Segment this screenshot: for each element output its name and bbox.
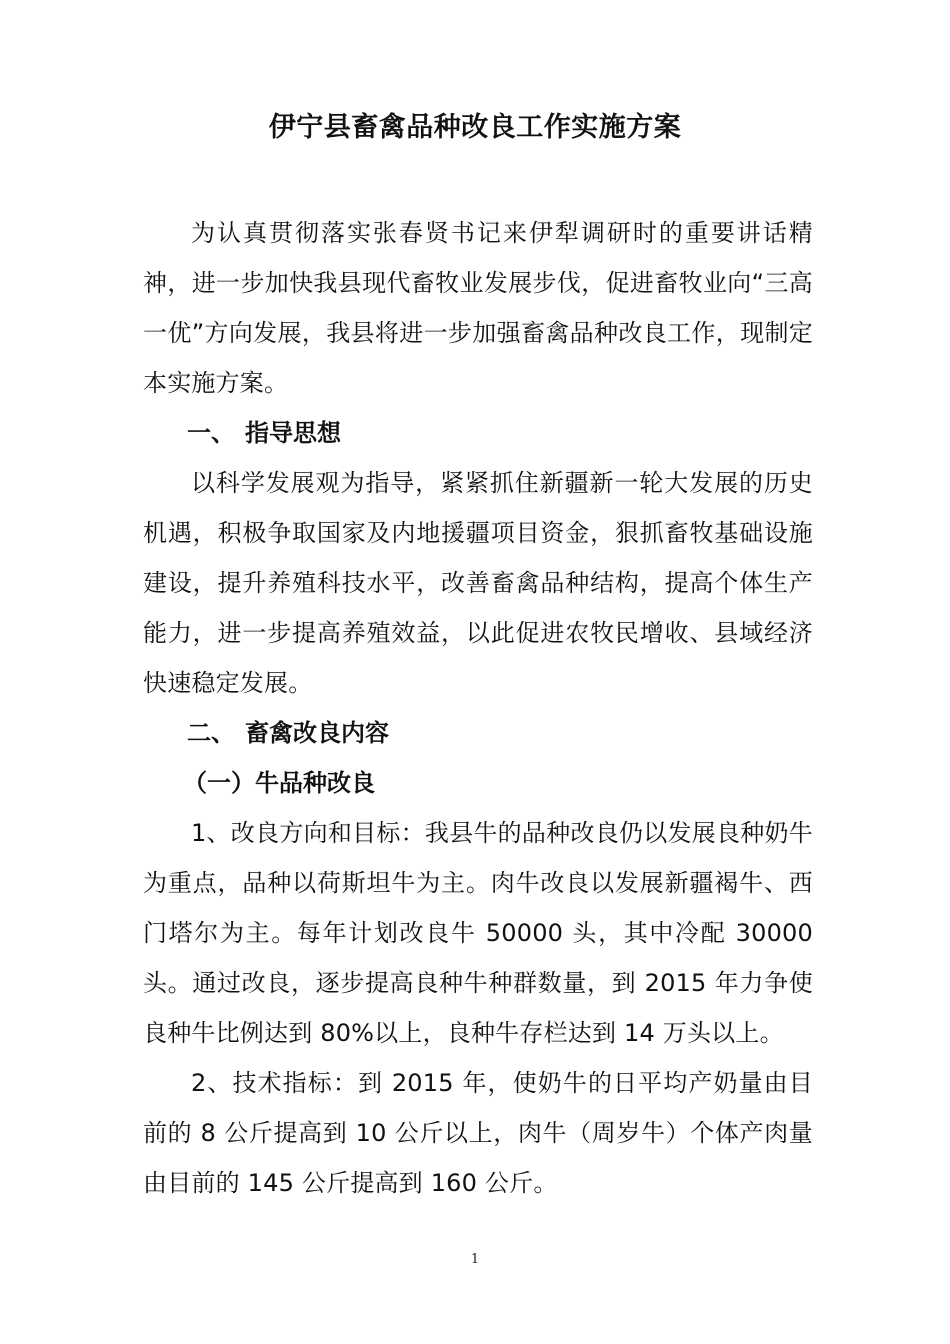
section-heading-1 [143, 408, 813, 458]
cattle-item-2: 2、技术指标：到 2015 年，使奶牛的日平均产奶量由目前的 8 公斤提高到 10 公斤以上，肉牛（周岁牛）个体产肉量由目前的 145 公斤提高到 160 公斤。 [143, 1069, 813, 1197]
section-number-2: 二、 [187, 719, 235, 747]
section-title-2: 畜禽改良内容 [245, 719, 389, 747]
section-paragraph-1: 以科学发展观为指导，紧紧抓住新疆新一轮大发展的历史机遇，积极争取国家及内地援疆项目资金，狠抓畜牧基础设施建设，提升养殖科技水平，改善畜禽品种结构，提高个体生产能力，进一步提高养殖效益，以此促进农牧民增收、县域经济快速稳定发展。 [143, 469, 813, 697]
cattle-item-1: 1、改良方向和目标：我县牛的品种改良仍以发展良种奶牛为重点，品种以荷斯坦牛为主。肉牛改良以发展新疆褐牛、西门塔尔为主。每年计划改良牛 50000 头，其中冷配 30000 头。通过改良，逐步提高良种牛种群数量，到 2015 年力争使良种牛比例达到 80%以上，良种牛存栏达到 14 万头以上。 [143, 819, 813, 1047]
document-body [143, 208, 813, 1208]
section-title-1: 指导思想 [245, 419, 341, 447]
subsection-heading-cattle: （一）牛品种改良 [183, 769, 375, 797]
section-number-1: 一、 [187, 419, 235, 447]
document-title: 伊宁县畜禽品种改良工作实施方案 [268, 112, 682, 143]
intro-paragraph: 为认真贯彻落实张春贤书记来伊犁调研时的重要讲话精神，进一步加快我县现代畜牧业发展步伐，促进畜牧业向“三高一优”方向发展，我县将进一步加强畜禽品种改良工作，现制定本实施方案。 [143, 219, 813, 397]
section-heading-2 [143, 708, 813, 758]
page-number: 1 [470, 1252, 480, 1267]
